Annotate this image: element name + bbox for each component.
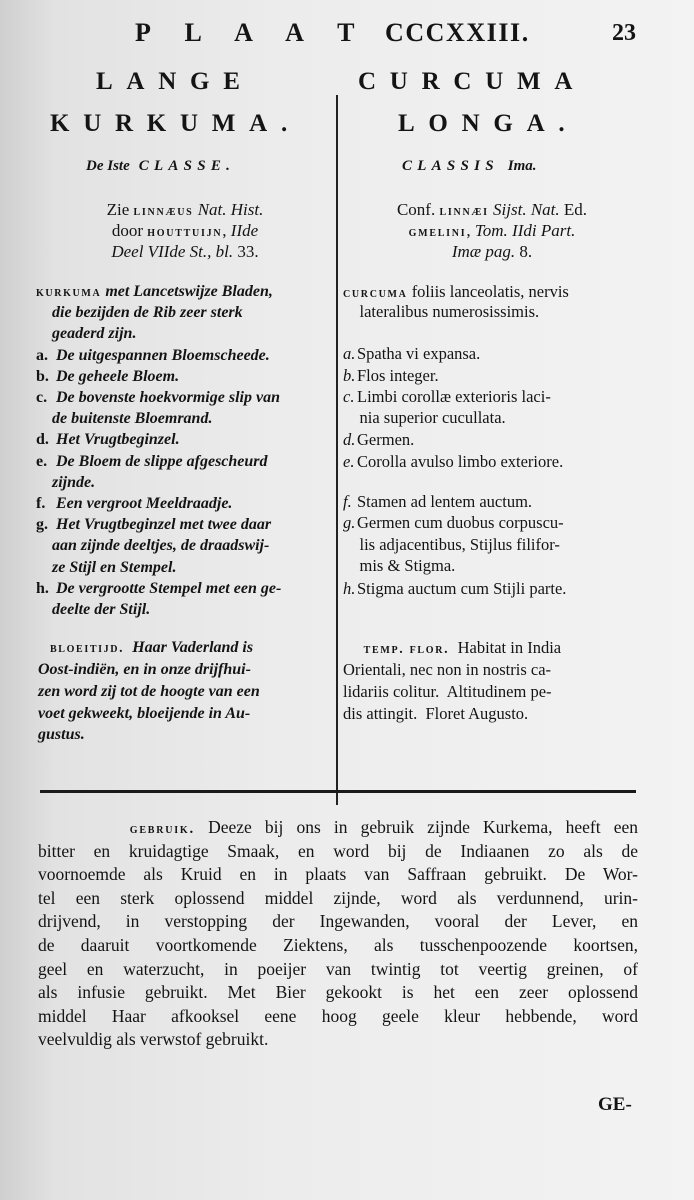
text-segment: Sijst. Nat.	[488, 200, 560, 219]
text-segment: Stigma auctum cum Stijli parte.	[357, 579, 567, 598]
text-line	[36, 367, 179, 387]
text-segment: ,	[222, 221, 231, 240]
small-caps-text: linnæus	[133, 203, 194, 219]
text-segment: middel Haar afkooksel eene hoog geele kleur hebbende, word	[38, 1005, 638, 1026]
text-line	[343, 660, 551, 680]
text-line	[343, 638, 561, 660]
text-segment: Habitat in India	[449, 638, 562, 657]
text-line	[36, 324, 136, 344]
text-line	[38, 704, 250, 724]
text-line	[343, 556, 455, 576]
figure-label: e.	[343, 452, 355, 471]
text-line	[36, 473, 95, 493]
text-line	[36, 558, 176, 578]
small-caps-text: linnæi	[439, 203, 489, 219]
text-line	[38, 725, 85, 745]
small-caps-text: temp. flor.	[363, 642, 450, 657]
figure-label: h.	[36, 579, 49, 597]
dutch-title-line1: LANGE	[96, 68, 254, 95]
latin-title-line2: LONGA.	[398, 110, 579, 137]
text-segment: bitter en kruidagtige Smaak, en word bij de Indiaanen zo als de	[38, 840, 638, 861]
text-segment	[38, 817, 130, 837]
text-segment: de daaruit voortkomende Ziektens, als tusschenpoozende koortsen,	[38, 935, 638, 955]
text-segment: Flos integer.	[357, 366, 439, 385]
text-line	[343, 366, 439, 386]
text-segment: aan zijnde deeltjes, de draadswij-	[36, 537, 270, 555]
text-segment: Conf.	[396, 200, 440, 219]
text-segment: die bezijden de Rib zeer sterk	[36, 304, 243, 322]
latin-title-line1: CURCUMA	[358, 68, 587, 95]
text-segment: veelvuldig als verwstof gebruikt.	[38, 1029, 269, 1050]
text-segment: zen word zij tot de hoogte van een	[38, 683, 260, 700]
text-segment: Germen.	[357, 430, 415, 449]
text-segment: tel een sterk oplossend middel zijnde, word als verdunnend, urin-	[38, 887, 638, 908]
text-line	[343, 452, 563, 472]
reference-line	[342, 221, 642, 242]
plate-number: CCCXXIII.	[385, 18, 530, 47]
text-line	[36, 494, 232, 514]
small-caps-text: gebruik.	[129, 821, 195, 837]
text-line	[38, 1029, 638, 1049]
text-segment: voet gekweekt, bloeijende in Au-	[38, 705, 251, 722]
text-line	[343, 430, 414, 450]
text-line	[36, 579, 281, 599]
text-segment: IIde	[230, 221, 259, 240]
class-suffix: Ima.	[507, 158, 537, 174]
text-line	[343, 579, 566, 599]
text-line	[343, 408, 506, 428]
text-line	[36, 346, 270, 366]
text-line	[36, 452, 268, 472]
text-line	[36, 282, 273, 302]
small-caps-text: houttuijn	[147, 224, 223, 240]
text-segment: De bovenste hoekvormige slip van	[56, 389, 280, 406]
figure-label: g.	[36, 516, 48, 534]
reference-line	[40, 221, 330, 242]
text-segment: Orientali, nec non in nostris ca-	[343, 660, 552, 679]
text-segment: De uitgespannen Bloemscheede.	[56, 346, 270, 364]
figure-label: a.	[343, 344, 356, 363]
text-segment: Zie	[106, 200, 134, 219]
text-segment: geel en waterzucht, in poeijer van twintig tot veertig greinen, of	[38, 958, 638, 979]
latin-reference	[342, 200, 642, 262]
figure-label: d.	[343, 430, 356, 449]
figure-label: c.	[36, 389, 48, 406]
text-segment: lis adjacentibus, Stijlus filifor-	[343, 535, 560, 554]
figure-label: f.	[343, 492, 352, 511]
text-segment: Het Vrugtbeginzel.	[56, 431, 180, 449]
page-number: 23	[612, 20, 636, 46]
text-line	[343, 282, 569, 304]
figure-label: b.	[343, 366, 356, 385]
text-segment: ,	[466, 221, 475, 240]
text-segment	[343, 638, 364, 657]
text-line	[36, 430, 180, 450]
reference-line	[342, 200, 642, 221]
small-caps-text: kurkuma	[36, 284, 102, 299]
text-segment: De Bloem de slippe afgescheurd	[56, 452, 268, 470]
text-line	[38, 982, 638, 1002]
text-line	[38, 1006, 638, 1026]
text-segment: Een vergroot Meeldraadje.	[56, 495, 233, 512]
text-line	[38, 864, 638, 884]
figure-label: d.	[36, 431, 49, 449]
text-segment: Deeze bij ons in gebruik zijnde Kurkema, heeft een	[194, 817, 638, 837]
text-segment: De geheele Bloem.	[56, 367, 180, 385]
text-line	[36, 536, 269, 556]
plate-label: P L A A T	[135, 18, 369, 47]
text-line	[343, 387, 551, 407]
text-segment: nia superior cucullata.	[343, 408, 506, 427]
text-segment: voornoemde als Kruid en in plaats van Saffraan gebruikt. De Wor-	[38, 864, 638, 885]
class-prefix: De Iste	[86, 158, 130, 174]
text-line	[343, 302, 539, 322]
text-segment: 8.	[515, 242, 533, 261]
text-segment: door	[111, 221, 148, 240]
text-segment: Limbi corollæ exterioris laci-	[357, 387, 551, 406]
figure-label: a.	[36, 346, 48, 364]
text-segment: 33.	[233, 242, 259, 261]
text-line	[343, 535, 560, 555]
text-segment: lidariis colitur. Altitudinem pe-	[343, 682, 552, 701]
small-caps-text: curcuma	[343, 286, 408, 301]
text-line	[38, 841, 638, 861]
text-segment: Nat. Hist.	[193, 200, 264, 219]
column-divider	[336, 95, 338, 805]
text-segment: Imæ pag.	[451, 242, 516, 261]
class-label: CLASSE.	[138, 158, 236, 174]
text-segment: geaderd zijn.	[36, 325, 137, 343]
dutch-reference	[40, 200, 330, 262]
text-segment: deelte der Stijl.	[36, 601, 151, 618]
text-line	[38, 888, 638, 908]
text-segment: Spatha vi expansa.	[357, 344, 481, 363]
text-segment: Ed.	[559, 200, 588, 219]
small-caps-text: gmelini	[408, 224, 467, 240]
text-segment: als infusie gebruikt. Met Bier gekookt is het een zeer oplossend	[38, 982, 638, 1003]
class-label: CLASSIS	[402, 158, 499, 174]
text-line	[36, 600, 150, 620]
text-segment: lateralibus numerosissimis.	[343, 302, 540, 321]
text-line	[36, 515, 271, 535]
dutch-class	[86, 158, 235, 175]
text-line	[343, 682, 552, 702]
text-line	[36, 409, 212, 429]
small-caps-text: bloeitijd.	[50, 640, 125, 655]
text-line	[343, 704, 528, 724]
horizontal-rule	[40, 790, 636, 793]
figure-label: h.	[343, 579, 356, 598]
text-segment: Oost-indiën, en in onze drijfhui-	[38, 661, 251, 678]
text-segment: De vergrootte Stempel met een ge-	[56, 579, 282, 597]
text-segment: Corolla avulso limbo exteriore.	[357, 452, 564, 471]
text-segment: foliis lanceolatis, nervis	[407, 282, 569, 301]
text-line	[343, 492, 532, 512]
text-segment: drijvend, in verstopping der Ingewanden, vooral der Lever, en	[38, 911, 638, 932]
figure-label: g.	[343, 513, 356, 532]
text-line	[343, 513, 564, 533]
text-line	[38, 959, 638, 979]
reference-line	[40, 242, 330, 262]
text-line	[38, 817, 638, 839]
text-segment: ze Stijl en Stempel.	[36, 558, 177, 576]
text-line	[343, 344, 480, 364]
text-line	[38, 911, 638, 931]
text-segment: met Lancetswijze Bladen,	[101, 283, 273, 300]
text-segment: Tom. IIdi Part.	[474, 221, 576, 240]
figure-label: f.	[36, 495, 46, 512]
text-line	[38, 638, 253, 658]
text-line	[38, 660, 251, 680]
text-segment: zijnde.	[36, 473, 96, 491]
latin-class	[402, 158, 537, 175]
text-line	[36, 303, 243, 323]
text-segment: Germen cum duobus corpuscu-	[357, 513, 564, 532]
text-segment: Haar Vaderland is	[124, 639, 254, 656]
text-segment: Stamen ad lentem auctum.	[357, 492, 533, 511]
text-segment	[38, 639, 50, 656]
figure-label: b.	[36, 367, 49, 385]
figure-label: c.	[343, 387, 355, 406]
reference-line	[342, 242, 642, 262]
text-segment: mis & Stigma.	[343, 556, 456, 575]
text-line	[36, 388, 280, 408]
text-segment: Deel VIIde St., bl.	[111, 242, 234, 261]
text-line	[38, 935, 638, 955]
text-segment: dis attingit. Floret Augusto.	[343, 704, 529, 723]
figure-label: e.	[36, 452, 48, 470]
text-line	[38, 682, 260, 702]
catchword: GE-	[598, 1094, 632, 1115]
text-segment: gustus.	[38, 726, 85, 743]
text-segment: Het Vrugtbeginzel met twee daar	[56, 516, 272, 534]
reference-line	[40, 200, 330, 221]
dutch-title-line2: KURKUMA.	[50, 110, 301, 137]
text-segment: de buitenste Bloemrand.	[36, 410, 213, 428]
